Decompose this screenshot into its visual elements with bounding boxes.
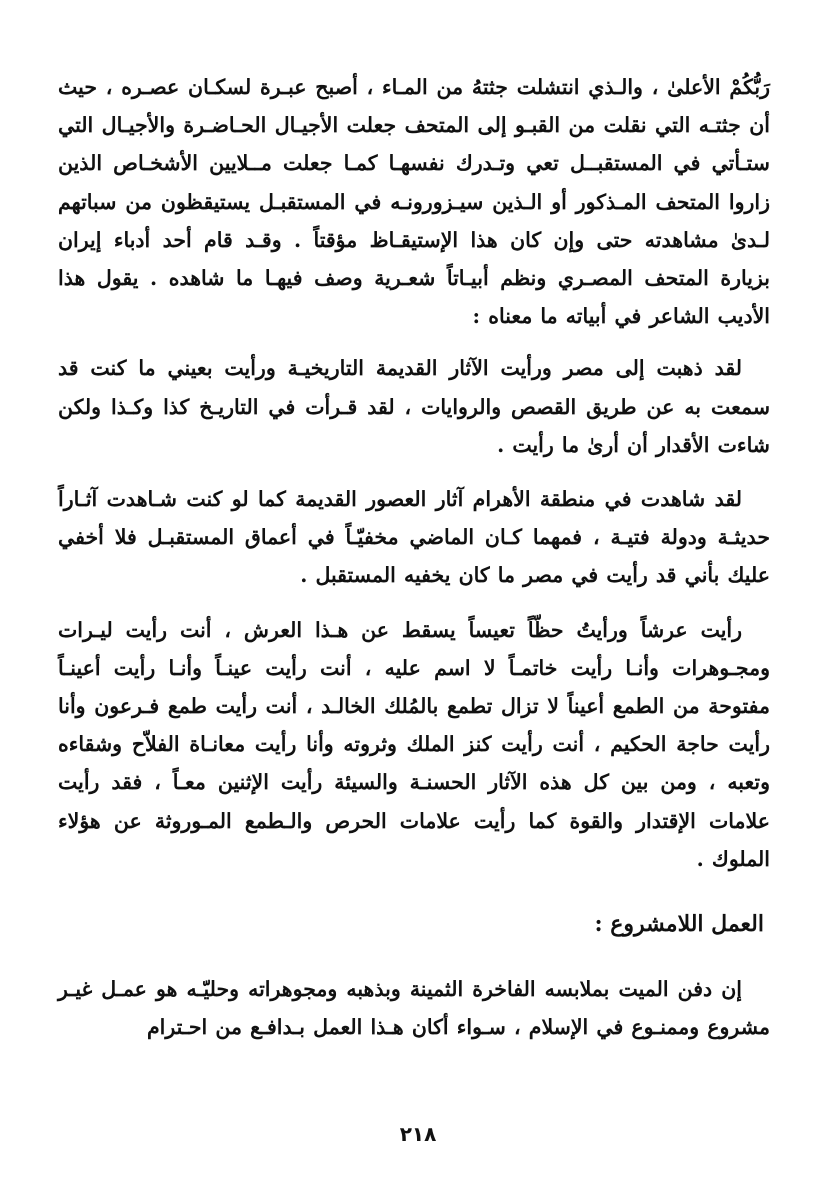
paragraph-3: لقد شاهدت في منطقة الأهرام آثار العصور القديمة كما لو كنت شـاهدت آثـاراً حديثـة ودولة فتيـة ، فمهما كـان الماضي مخفيّـاً في أعماق المستقبـل فلا أخفي عليك بأني قد رأيت في مصر ما كان يخفيه المستقبل . (58, 487, 770, 588)
page-number: ٢١٨ (399, 1122, 437, 1146)
page-body (58, 68, 770, 1062)
paragraph-1: رَبُّكُمْ الأعلىٰ ، والـذي انتشلت جثتهُ من المـاء ، أصبح عبـرة لسكـان عصـره ، حيث أن جثتـه التي نقلت من القبـو إلى المتحف جعلت الأجيـال الحـاضـرة والأجيـال التي ستـأتي في المستقبــل تعي وتـدرك نفسهـا كمـا جعلت مــلايين الأشخـاص الذين زاروا المتحف المـذكور أو الـذين سيـزورونـه في المستقبـل يستيقظون من سباتهم لـدىٰ مشاهدته حتى وإن كان هذا الإستيقـاظ مؤقتاً . وقـد قام أحد أدباء إيران بزيارة المتحف المصـري ونظم أبيـاتاً شعـرية وصف فيهـا ما شاهده . يقول هذا الأديب الشاعر في أبياته ما معناه : (58, 75, 770, 329)
paragraph-2: لقد ذهبت إلى مصر ورأيت الآثار القديمة التاريخيـة ورأيت بعيني ما كنت قد سمعت به عن طريق القصص والروايات ، لقد قـرأت في التاريـخ كذا وكـذا ولكن شاءت الأقدار أن أرىٰ ما رأيت . (58, 356, 770, 457)
paragraph-5: إن دفن الميت بملابسه الفاخرة الثمينة وبذهبه ومجوهراته وحليّـه هو عمـل غيـر مشروع وممنـوع في الإسلام ، سـواء أكان هـذا العمل بـدافـع من احـترام (58, 977, 770, 1040)
section-heading: العمل اللامشروع : (594, 911, 764, 938)
paragraph-4: رأيت عرشاً ورأيتُ حظّاً تعيساً يسقط عن هـذا العرش ، أنت رأيت ليـرات ومجـوهرات وأنـا رأيت خاتمـاً لا اسم عليه ، أنت رأيت عينـاً وأنـا رأيت أعينـاً مفتوحة من الطمع أعيناً لا تزال تطمع بالمُلك الخالـد ، أنت رأيت طمع فـرعون وأنا رأيت حاجة الحكيم ، أنت رأيت كنز الملك وثروته وأنا رأيت معانـاة الفلاّح وشقاءه وتعبه ، ومن بين كل هذه الآثار الحسنـة والسيئة رأيت الإثنين معـاً ، فقد رأيت علامات الإقتدار والقوة كما رأيت علامات الحرص والـطمع المـوروثة عن هؤلاء الملوك . (58, 617, 770, 871)
